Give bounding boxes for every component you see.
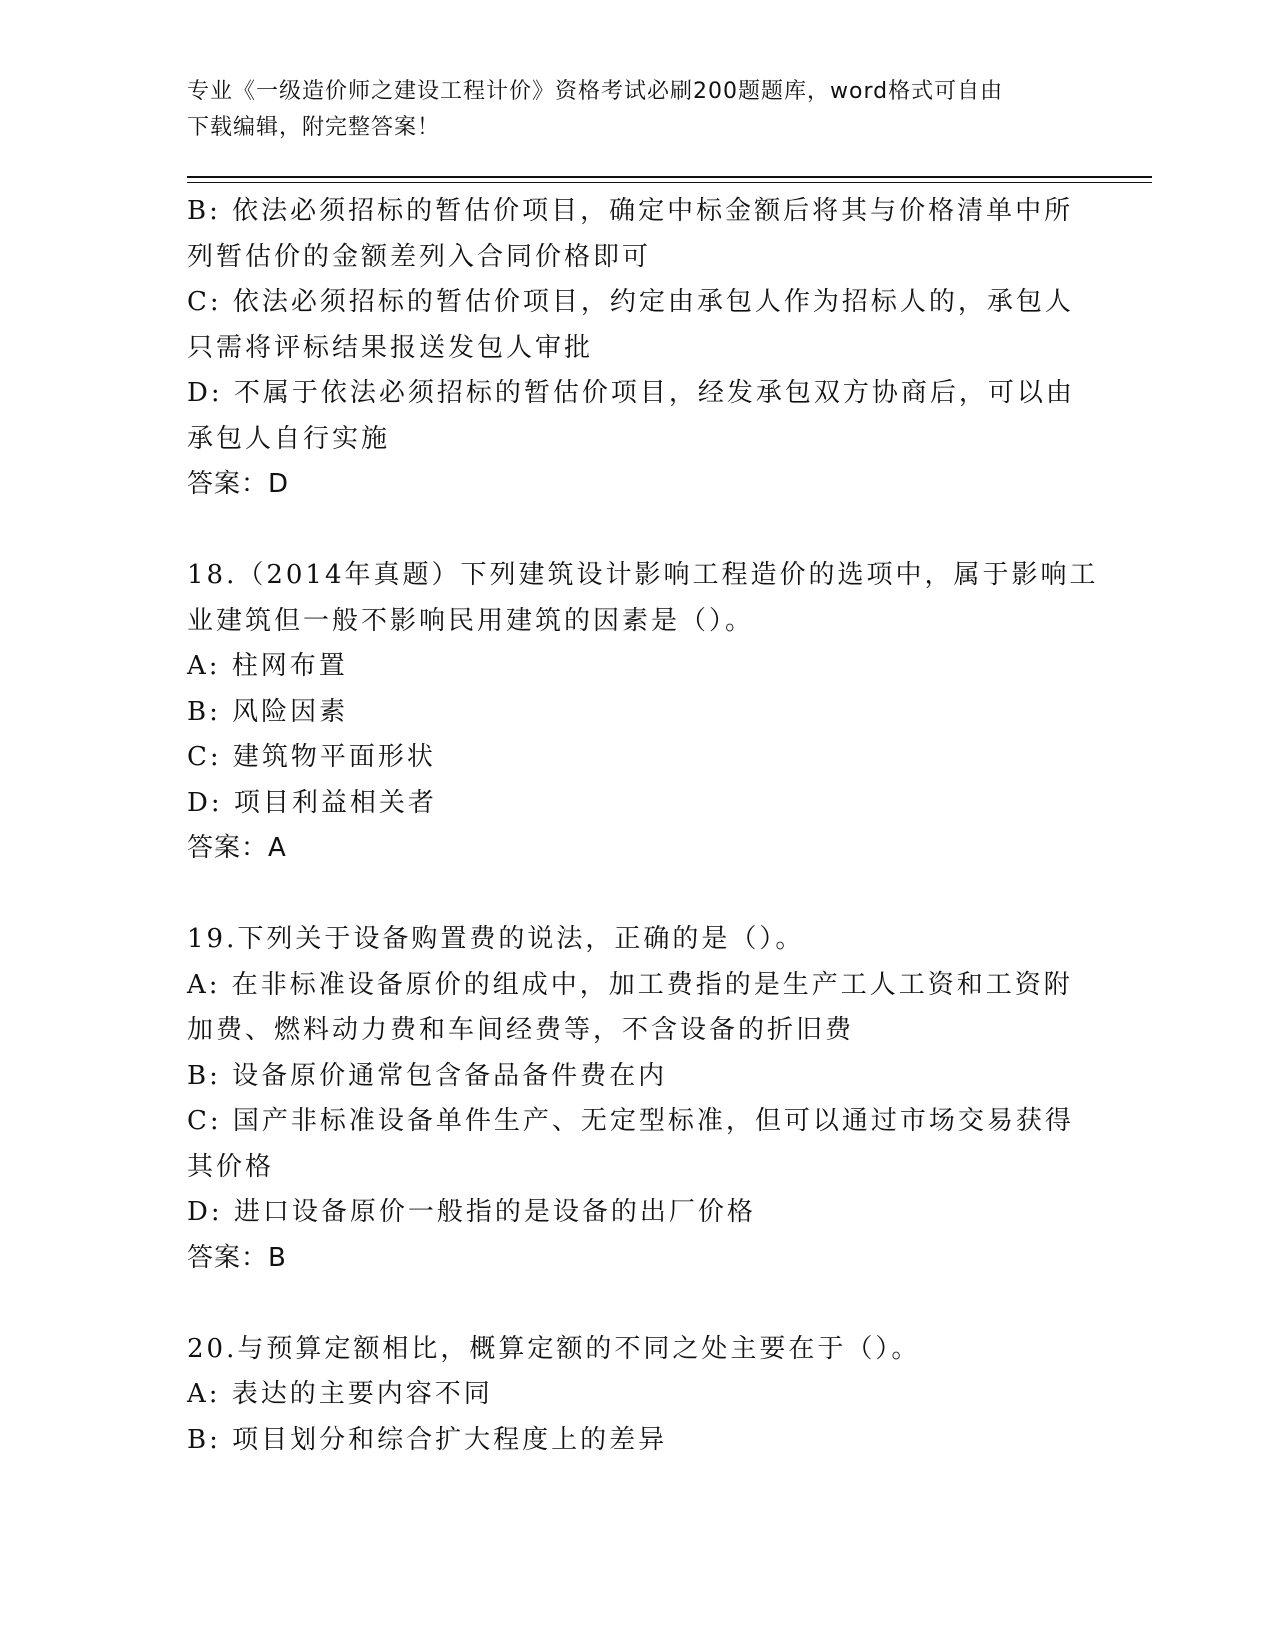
q19-answer: 答案：B (187, 1242, 287, 1273)
spacer (187, 1281, 1087, 1327)
q20-option-a: A: 表达的主要内容不同 (187, 1379, 493, 1409)
spacer (187, 872, 1087, 918)
header-rule-thick (187, 176, 1152, 178)
question-content (187, 189, 1099, 1463)
document-header (187, 74, 1067, 146)
q19-option-a-line-1: A: 在非标准设备原价的组成中，加工费指的是生产工人工资和工资附 (187, 969, 1073, 1000)
question-19 (187, 917, 1087, 1281)
q18-question-line-1: 18.（2014年真题）下列建筑设计影响工程造价的选项中，属于影响工 (187, 560, 1099, 590)
q17-option-c-line-1: C: 依法必须招标的暂估价项目，约定由承包人作为招标人的，承包人 (187, 287, 1074, 317)
header-rule-thin (187, 182, 1152, 183)
q18-question-line-2: 业建筑但一般不影响民用建筑的因素是（）。 (187, 605, 755, 636)
header-line-2: 下载编辑，附完整答案！ (187, 115, 441, 140)
question-20 (187, 1327, 1087, 1464)
q20-option-b: B: 项目划分和综合扩大程度上的差异 (187, 1424, 668, 1455)
q19-option-a-line-2: 加费、燃料动力费和车间经费等，不含设备的折旧费 (187, 1015, 855, 1045)
q17-option-c-line-2: 只需将评标结果报送发包人审批 (187, 332, 594, 363)
spacer (187, 508, 1087, 554)
header-line-1: 专业《一级造价师之建设工程计价》资格考试必刷200题题库，word格式可自由 (187, 79, 1004, 104)
question-18 (187, 553, 1099, 872)
q20-question: 20.与预算定额相比，概算定额的不同之处主要在于（）。 (187, 1333, 921, 1364)
q18-option-c: C: 建筑物平面形状 (187, 742, 436, 772)
q17-option-d-line-1: D: 不属于依法必须招标的暂估价项目，经发承包双方协商后，可以由 (187, 378, 1075, 408)
q18-option-b: B: 风险因素 (187, 696, 349, 727)
q17-answer: 答案：D (187, 469, 290, 499)
q17-option-d-line-2: 承包人自行实施 (187, 423, 391, 454)
q18-option-a: A: 柱网布置 (187, 651, 348, 681)
q19-option-b: B: 设备原价通常包含备品备件费在内 (187, 1060, 668, 1091)
q19-option-d: D: 进口设备原价一般指的是设备的出厂价格 (187, 1197, 756, 1227)
q19-question: 19.下列关于设备购置费的说法，正确的是（）。 (187, 924, 805, 954)
q18-answer: 答案：A (187, 833, 287, 863)
q18-option-d: D: 项目利益相关者 (187, 787, 437, 818)
q19-option-c-line-2: 其价格 (187, 1151, 275, 1182)
question-17 (187, 189, 1087, 508)
q17-option-b-line-1: B: 依法必须招标的暂估价项目，确定中标金额后将其与价格清单中所 (187, 196, 1074, 226)
q17-option-b-line-2: 列暂估价的金额差列入合同价格即可 (187, 241, 652, 272)
q19-option-c-line-1: C: 国产非标准设备单件生产、无定型标准，但可以通过市场交易获得 (187, 1106, 1074, 1136)
